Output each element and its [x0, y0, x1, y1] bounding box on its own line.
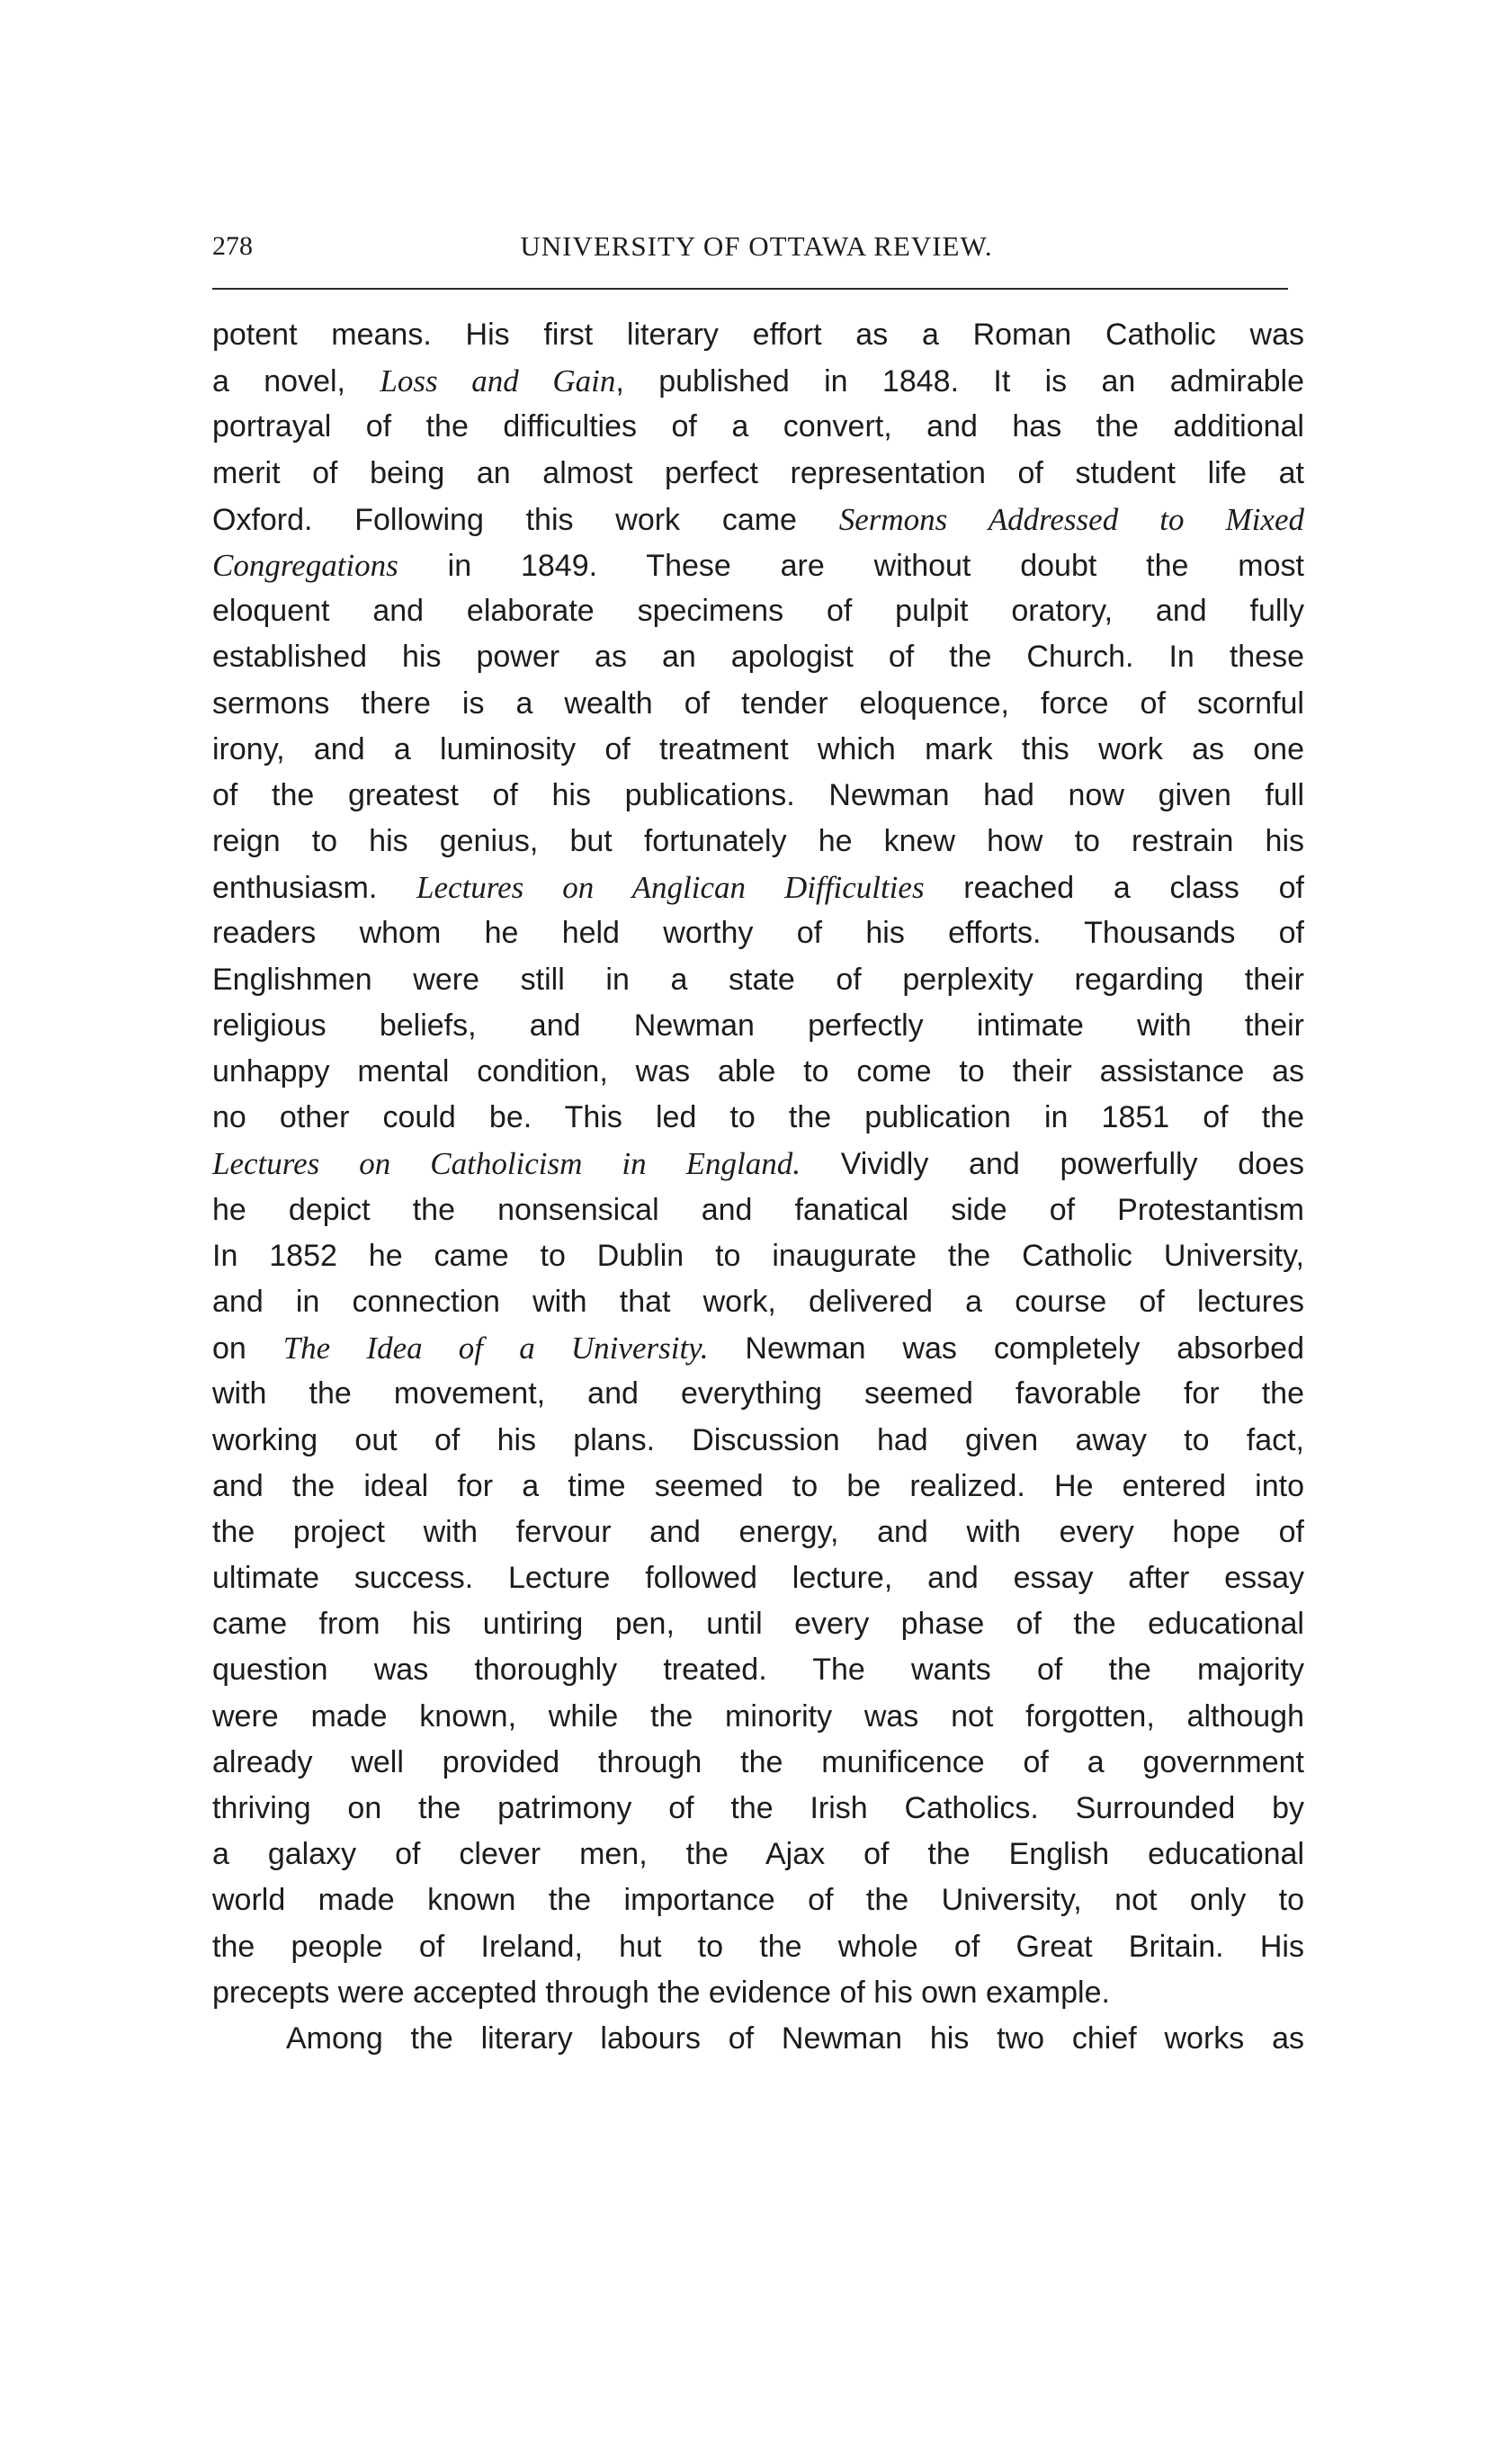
text-run: unhappy mental condition, was able to come to their assistance as [212, 1054, 1304, 1089]
text-run: working out of his plans. Discussion had given away to fact, [212, 1422, 1304, 1457]
text-run: the people of Ireland, hut to the whole of Great Britain. His [212, 1929, 1304, 1964]
text-run: world made known the importance of the University, not only to [212, 1883, 1304, 1918]
text-run: precepts were accepted through the evidence of his own example. [212, 1975, 1110, 2010]
italic-title: Lectures on Anglican Difficulties [416, 870, 925, 906]
text-run: merit of being an almost perfect representation of student life at [212, 455, 1304, 490]
text-run: irony, and a luminosity of treatment which mark this work as one [212, 731, 1304, 766]
text-run: question was thoroughly treated. The wants of the majority [212, 1653, 1304, 1688]
text-run: eloquent and elaborate specimens of pulpit oratory, and fully [212, 594, 1304, 629]
italic-title: Loss and Gain [380, 363, 616, 399]
text-run: reign to his genius, but fortunately he knew how to restrain his [212, 824, 1304, 859]
text-line [212, 1601, 1304, 1647]
text-line [212, 1740, 1304, 1786]
text-line [212, 1924, 1304, 1970]
text-run: reached a class of [924, 871, 1304, 906]
text-run: ultimate success. Lecture followed lecture, and essay after essay [212, 1561, 1304, 1596]
text-line [212, 1371, 1304, 1417]
text-line [212, 542, 1304, 588]
text-line [212, 312, 1304, 358]
text-run: a novel, [212, 364, 380, 399]
text-run: a galaxy of clever men, the Ajax of the English educational [212, 1837, 1304, 1872]
running-title: UNIVERSITY OF OTTAWA REVIEW. [520, 230, 993, 262]
text-line [212, 1877, 1304, 1923]
text-run: were made known, while the minority was not forgotten, although [212, 1698, 1304, 1734]
text-run: of the greatest of his publications. Newman had now given full [212, 777, 1304, 812]
text-line [212, 773, 1304, 819]
text-run: Among the literary labours of Newman his two chief works as [286, 2020, 1304, 2056]
text-run: established his power as an apologist of the Church. In these [212, 640, 1304, 675]
body-text [212, 312, 1304, 2062]
italic-title: Lectures on Catholicism in England. [212, 1146, 801, 1182]
text-run: thriving on the patrimony of the Irish Catholics. Surrounded by [212, 1791, 1304, 1825]
text-line [212, 865, 1304, 910]
text-run: on [212, 1331, 283, 1366]
page-number: 278 [212, 231, 253, 261]
text-run: came from his untiring pen, until every phase of the educational [212, 1607, 1304, 1642]
text-run: In 1852 he came to Dublin to inaugurate the Catholic University, [212, 1238, 1304, 1273]
text-run: Vividly and powerfully does [801, 1147, 1304, 1182]
text-line [212, 1647, 1304, 1693]
text-run: already well provided through the munificence of a government [212, 1744, 1304, 1779]
text-line [212, 1464, 1304, 1510]
text-line [212, 451, 1304, 497]
text-run: he depict the nonsensical and fanatical side of Protestantism [212, 1192, 1304, 1227]
text-run: enthusiasm. [212, 871, 417, 906]
text-line [212, 1003, 1304, 1049]
italic-title: The Idea of a University. [282, 1331, 709, 1366]
text-run: in 1849. These are without doubt the most [398, 548, 1304, 583]
text-line [212, 1095, 1304, 1141]
text-line [212, 1049, 1304, 1095]
text-run: portrayal of the difficulties of a convert, and has the additional [212, 409, 1304, 444]
text-line [212, 1694, 1304, 1740]
text-line [212, 819, 1304, 865]
text-line [212, 1970, 1304, 2016]
text-line [212, 1279, 1304, 1325]
text-line [212, 404, 1304, 450]
text-line [212, 727, 1304, 773]
text-line [212, 1418, 1304, 1464]
text-run: readers whom he held worthy of his efforts. Thousands of [212, 916, 1304, 951]
text-line [212, 957, 1304, 1003]
text-run: Oxford. Following this work came [212, 502, 839, 537]
text-line [212, 1832, 1304, 1877]
text-line [212, 1786, 1304, 1832]
text-run: and the ideal for a time seemed to be realized. He entered into [212, 1468, 1304, 1503]
text-run: with the movement, and everything seemed favorable for the [212, 1376, 1304, 1411]
text-run: no other could be. This led to the publication in 1851 of the [212, 1100, 1304, 1135]
text-line [212, 1233, 1304, 1279]
page-header [212, 225, 1288, 268]
text-line [212, 1325, 1304, 1371]
header-rule [212, 288, 1288, 290]
text-run: the project with fervour and energy, and with every hope of [212, 1514, 1304, 1549]
text-run: Englishmen were still in a state of perplexity regarding their [212, 962, 1304, 997]
text-line [212, 634, 1304, 680]
text-line [212, 681, 1304, 727]
text-line [212, 1510, 1304, 1555]
text-run: religious beliefs, and Newman perfectly intimate with their [212, 1008, 1304, 1043]
text-run: potent means. His first literary effort as a Roman Catholic was [212, 318, 1304, 352]
text-line [212, 588, 1304, 634]
text-line [212, 497, 1304, 542]
text-line [212, 1141, 1304, 1187]
text-line [212, 1187, 1304, 1233]
text-line [212, 2016, 1304, 2062]
text-run: Newman was completely absorbed [708, 1331, 1305, 1366]
text-run: sermons there is a wealth of tender eloquence, force of scornful [212, 685, 1304, 721]
text-line [212, 1555, 1304, 1601]
text-run: , published in 1848. It is an admirable [615, 364, 1304, 399]
italic-title: Sermons Addressed to Mixed [838, 501, 1304, 537]
text-run: and in connection with that work, delivered a course of lectures [212, 1284, 1304, 1319]
text-line [212, 358, 1304, 404]
italic-title: Congregations [212, 547, 398, 583]
text-line [212, 910, 1304, 956]
